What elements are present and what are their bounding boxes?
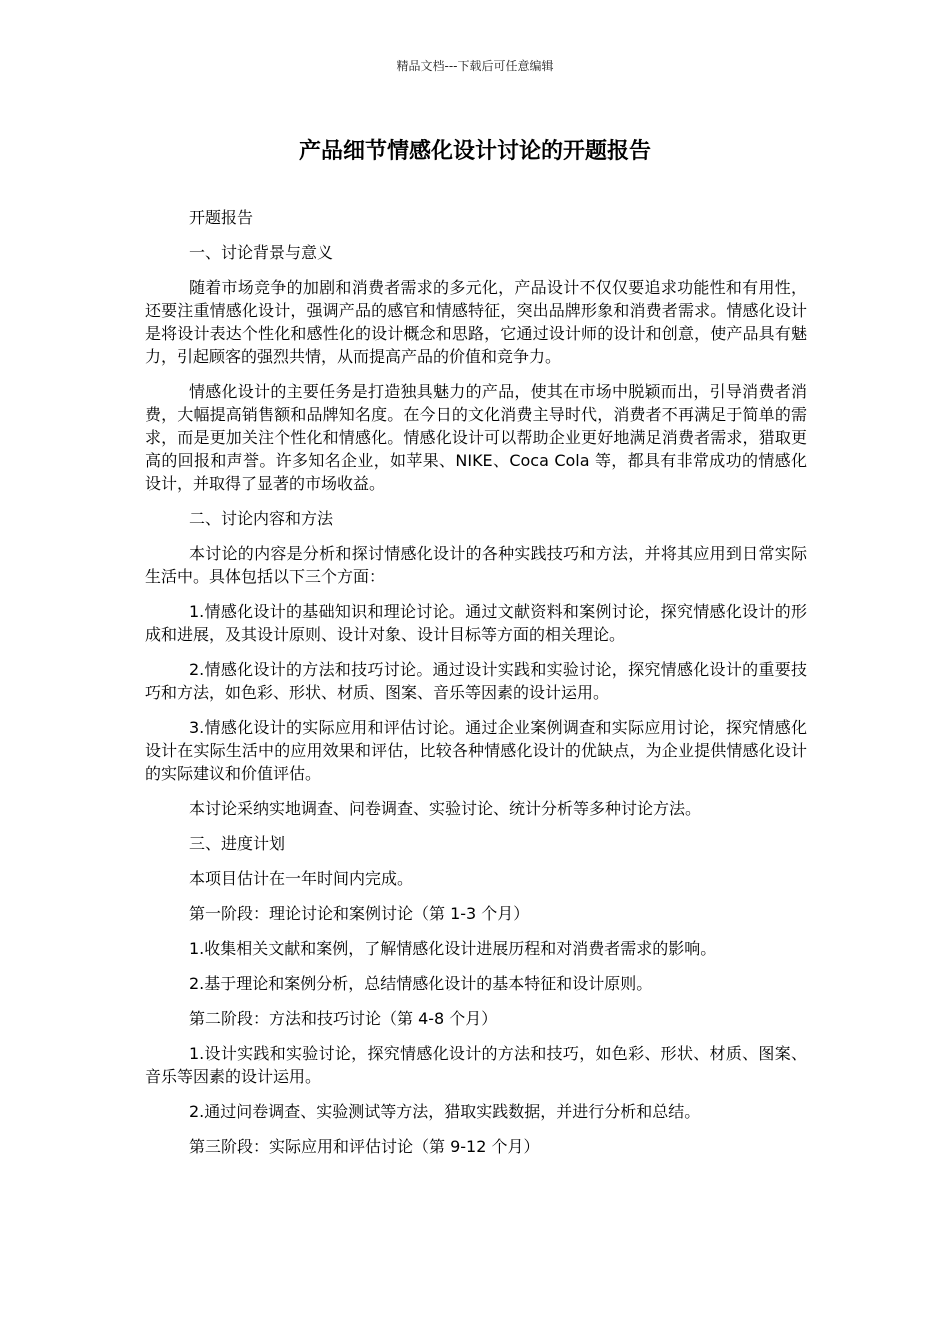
section-heading-content-methods: 二、讨论内容和方法 — [189, 509, 334, 528]
phase-heading: 第二阶段：方法和技巧讨论（第 4-8 个月） — [189, 1009, 498, 1028]
paragraph: 本讨论的内容是分析和探讨情感化设计的各种实践技巧和方法，并将其应用到日常实际生活中。具体包括以下三个方面： — [145, 544, 807, 586]
list-item: 2.基于理论和案例分析，总结情感化设计的基本特征和设计原则。 — [189, 974, 653, 993]
phase-heading: 第三阶段：实际应用和评估讨论（第 9-12 个月） — [189, 1137, 540, 1156]
list-item: 3.情感化设计的实际应用和评估讨论。通过企业案例调查和实际应用讨论，探究情感化设计在实际生活中的应用效果和评估，比较各种情感化设计的优缺点，为企业提供情感化设计的实际建议和价值评估。 — [145, 718, 807, 783]
phase-heading: 第一阶段：理论讨论和案例讨论（第 1-3 个月） — [189, 904, 530, 923]
document-title: 产品细节情感化设计讨论的开题报告 — [298, 139, 651, 164]
paragraph: 本项目估计在一年时间内完成。 — [189, 869, 414, 888]
label-report: 开题报告 — [189, 208, 254, 227]
paragraph: 随着市场竞争的加剧和消费者需求的多元化，产品设计不仅仅要追求功能性和有用性，还要注重情感化设计，强调产品的感官和情感特征，突出品牌形象和消费者需求。情感化设计是将设计表达个性化和感性化的设计概念和思路，它通过设计师的设计和创意，使产品具有魅力，引起顾客的强烈共情，从而提高产品的价值和竞争力。 — [145, 278, 807, 366]
header-note: 精品文档---下载后可任意编辑 — [396, 59, 554, 73]
paragraph: 情感化设计的主要任务是打造独具魅力的产品，使其在市场中脱颖而出，引导消费者消费，大幅提高销售额和品牌知名度。在今日的文化消费主导时代，消费者不再满足于简单的需求，而是更加关注个性化和情感化。情感化设计可以帮助企业更好地满足消费者需求，猎取更高的回报和声誉。许多知名企业，如苹果、NIKE、Coca Cola 等，都具有非常成功的情感化设计，并取得了显著的市场收益。 — [145, 382, 807, 493]
list-item: 1.设计实践和实验讨论，探究情感化设计的方法和技巧，如色彩、形状、材质、图案、音乐等因素的设计运用。 — [145, 1044, 807, 1086]
paragraph: 本讨论采纳实地调查、问卷调查、实验讨论、统计分析等多种讨论方法。 — [189, 799, 702, 818]
section-heading-background: 一、讨论背景与意义 — [189, 243, 334, 262]
list-item: 1.收集相关文献和案例，了解情感化设计进展历程和对消费者需求的影响。 — [189, 939, 717, 958]
list-item: 1.情感化设计的基础知识和理论讨论。通过文献资料和案例讨论，探究情感化设计的形成和进展，及其设计原则、设计对象、设计目标等方面的相关理论。 — [145, 602, 807, 644]
section-heading-schedule: 三、进度计划 — [189, 834, 286, 853]
document-body — [145, 206, 807, 1170]
list-item: 2.情感化设计的方法和技巧讨论。通过设计实践和实验讨论，探究情感化设计的重要技巧和方法，如色彩、形状、材质、图案、音乐等因素的设计运用。 — [145, 660, 807, 702]
list-item: 2.通过问卷调查、实验测试等方法，猎取实践数据，并进行分析和总结。 — [189, 1102, 701, 1121]
